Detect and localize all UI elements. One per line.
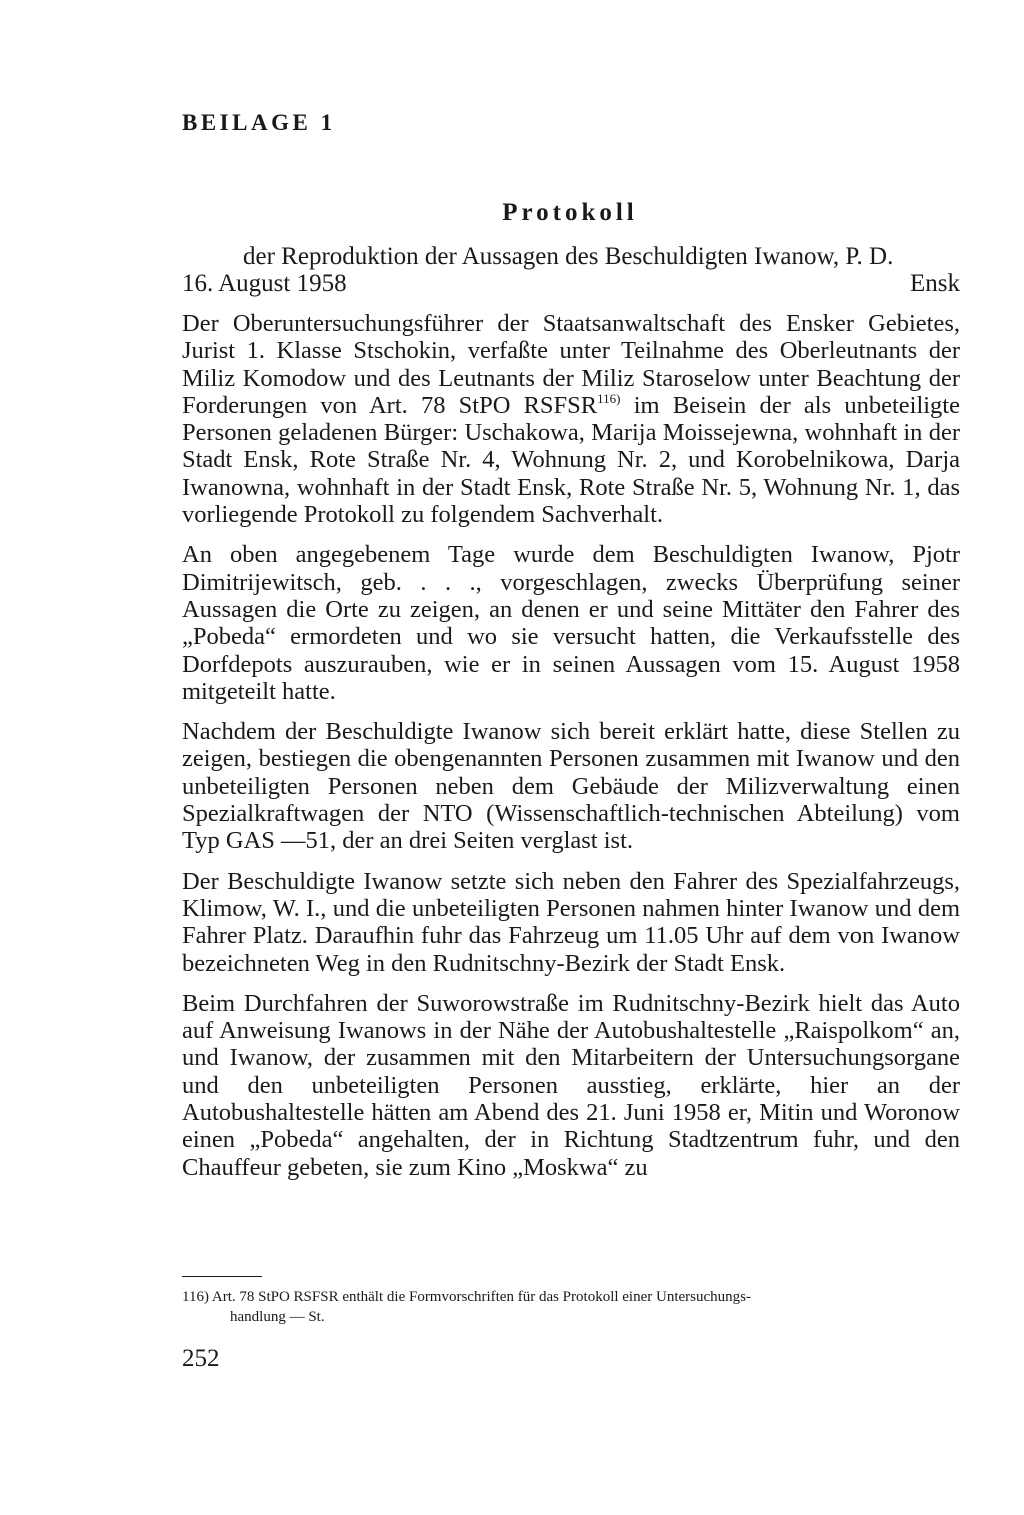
dateline: [182, 270, 960, 298]
paragraph-3: Nachdem der Beschuldigte Iwanow sich bereit erklärt hatte, diese Stellen zu zeigen, bestiegen die obengenannten Personen zusammen mit Iwanow und den unbeteiligten Personen neben dem Gebäude der Milizverwaltung einen Spezialkraftwagen der NTO (Wissenschaftlich-technischen Abteilung) vom Typ GAS —51, der an drei Seiten verglast ist.: [182, 718, 960, 855]
section-label: BEILAGE 1: [182, 110, 336, 135]
paragraph-1-text-b: im Beisein der als unbeteiligte Personen geladenen Bürger: Uschakowa, Marija Moissejewna, wohnhaft in der Stadt Ensk, Rote Straße Nr. 4, Wohnung Nr. 2, und Korobelnikowa, Darja Iwanowna, wohnhaft in der Stadt Ensk, Rote Straße Nr. 5, Wohnung Nr. 1, das vorliegende Protokoll zu folgendem Sachverhalt.: [182, 391, 960, 529]
page-number: 252: [182, 1345, 220, 1372]
body-text: [182, 310, 960, 1194]
paragraph-4: Der Beschuldigte Iwanow setzte sich neben den Fahrer des Spezialfahrzeugs, Klimow, W. I., und die unbeteiligten Personen nahmen hinter Iwanow und dem Fahrer Platz. Daraufhin fuhr das Fahrzeug um 11.05 Uhr auf dem von Iwanow bezeichneten Weg in den Rudnitschny-Bezirk der Stadt Ensk.: [182, 867, 960, 977]
paragraph-1-text-a: Der Oberuntersuchungsführer der Staatsanwaltschaft des Ensker Gebietes, Jurist 1. Klasse Stschokin, verfaßte unter Teilnahme des Oberleutnants der Miliz Komodow und des Leutnants der Miliz Staroselow unter Beachtung der Forderungen von Art. 78 StPO RSFSR: [182, 310, 960, 419]
footnote-divider: [182, 1276, 262, 1277]
paragraph-1: [182, 310, 960, 528]
footnote: [182, 1287, 960, 1327]
footnote-line-2: handlung — St.: [230, 1309, 325, 1325]
paragraph-5: Beim Durchfahren der Suworowstraße im Rudnitschny-Bezirk hielt das Auto auf Anweisung Iwanows in der Nähe der Autobushaltestelle „Raispolkom“ an, und Iwanow, der zusammen mit den Mitarbeitern der Untersuchungsorgane und den unbeteiligten Personen ausstieg, erklärte, hier an der Autobushaltestelle hätten am Abend des 21. Juni 1958 er, Mitin und Woronow einen „Pobeda“ angehalten, der in Richtung Stadtzentrum fuhr, und den Chauffeur gebeten, sie zum Kino „Moskwa“ zu: [182, 989, 960, 1181]
document-title: Protokoll: [502, 199, 638, 226]
document-date: 16. August 1958: [182, 270, 347, 297]
document-place: Ensk: [910, 270, 960, 297]
document-subtitle: der Reproduktion der Aussagen des Beschuldigten Iwanow, P. D.: [243, 243, 894, 270]
footnote-reference: 116): [597, 390, 621, 406]
footnote-line-1: 116) Art. 78 StPO RSFSR enthält die Formvorschriften für das Protokoll einer Untersuchungs-: [182, 1289, 751, 1305]
paragraph-2: An oben angegebenem Tage wurde dem Beschuldigten Iwanow, Pjotr Dimitrijewitsch, geb. . . ., vorgeschlagen, zwecks Überprüfung seiner Aussagen die Orte zu zeigen, an denen er und seine Mittäter den Fahrer des „Pobeda“ ermordeten und wo sie versucht hatten, die Verkaufsstelle des Dorfdepots auszurauben, wie er in seinen Aussagen vom 15. August 1958 mitgeteilt hatte.: [182, 541, 960, 705]
